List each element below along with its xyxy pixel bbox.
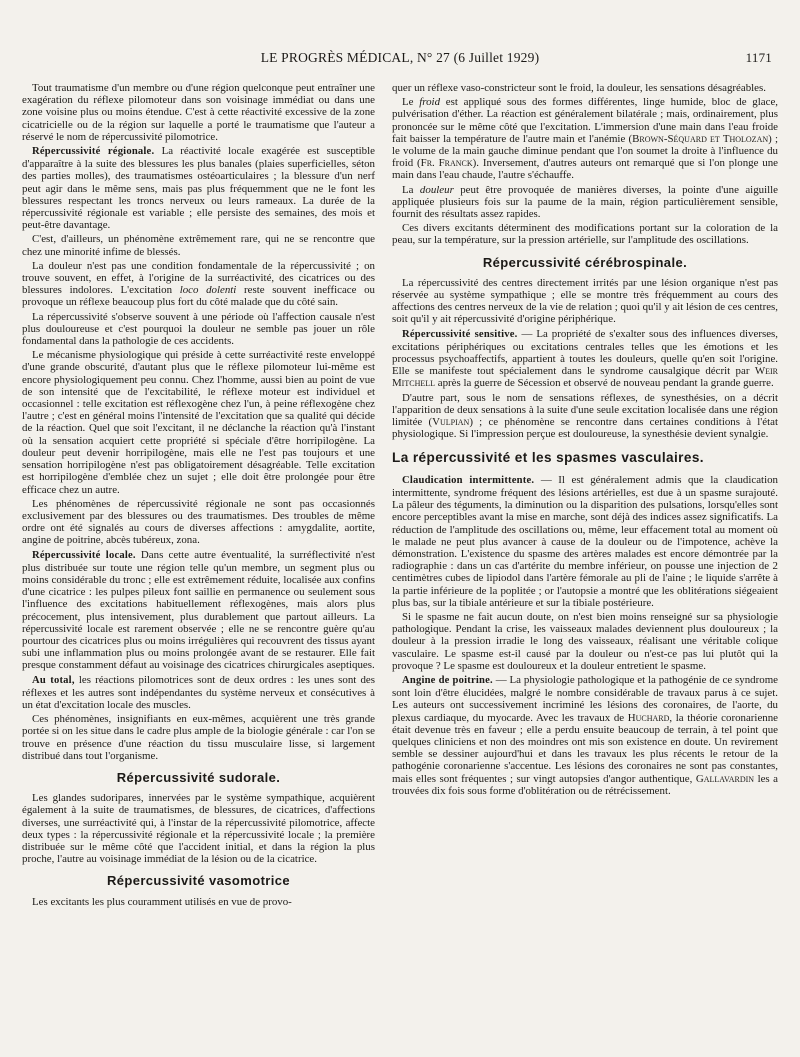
author-name: Gallavardin	[695, 772, 755, 785]
paragraph-text: La	[402, 183, 420, 196]
paragraph: Ces divers excitants déterminent des modifications portant sur la coloration de la peau, sur la température, sur la pression artérielle, sur l'amplitude des oscillations.	[392, 222, 778, 247]
paragraph	[392, 474, 778, 609]
running-header	[0, 50, 800, 68]
paragraph	[392, 96, 778, 181]
paragraph-text: Le	[402, 96, 420, 109]
author-name: Huchard	[627, 711, 670, 724]
italic-term: douleur	[419, 183, 454, 196]
run-in-heading: Répercussivité régionale.	[32, 146, 155, 158]
run-in-heading: Répercussivité locale.	[32, 549, 136, 561]
paragraph	[22, 549, 375, 672]
paragraph-text: La douleur n'est pas une condition fondamentale de la répercussivité ; on trouve souvent, en effet, à l'origine de la surréactivité, des cicatrices ou des blessures indolores. L'excitation	[22, 259, 375, 297]
paragraph-text: La réactivité locale exagérée est susceptible d'apparaître à la suite des blessures les plus banales (plaies superficielles, séton des parties molles), des traumatismes ostéoarticulaires ; la blessure d'un nerf peut agir dans le même sens, mais pas plus fréquemment que ne le font les blessures respectant les troncs nerveux ou leurs rameaux. La durée de la répercussivité régionale est variable ; elle persiste des semaines, des mois et peut-être davantage.	[22, 145, 375, 232]
paragraph-text: les réactions pilomotrices sont de deux ordres : les unes sont des réflexes et les autres sont indépendantes du système nerveux et consécutives à un état d'excitation locale des muscles.	[22, 673, 375, 711]
paragraph-text: ). Inversement, d'autres auteurs ont remarqué que si l'on plonge une main dans l'eau chaude, l'autre s'échauffe.	[392, 157, 778, 182]
right-column	[392, 82, 778, 1047]
paragraph	[392, 392, 778, 441]
paragraph: Les excitants les plus couramment utilisés en vue de provo-	[32, 895, 292, 908]
paragraph	[22, 260, 375, 309]
author-name: Vulpian	[432, 416, 470, 429]
paragraph-text: après la guerre de Sécession et observé de nouveau pendant la grande guerre.	[435, 377, 774, 390]
author-name: Brown-Séquard et Tholozan	[632, 132, 769, 145]
paragraph: Tout traumatisme d'un membre ou d'une région quelconque peut entraîner une exagération du réflexe pilomoteur dans son voisinage immédiat ou dans une zone voisine plus ou moins étendue. C'est à cette réactivité excessive de la zone cicatricielle ou de la région sur laquelle a porté le traumatisme que l'auteur a réservé le nom de répercussivité pilomotrice.	[22, 82, 375, 143]
paragraph: Le mécanisme physiologique qui préside à cette surréactivité reste enveloppé d'une grande obscurité, d'autant plus que le réflexe pilomoteur lui-même est encore physiologiquement peu connu. Chez l'homme, aussi bien au point de vue de son intensité que de l'excitabilité, le réflexe moteur est individuel et occasionnel : telle excitation est réflexogène chez l'un, à peine réflexogène chez l'autre ; c'est en général moins l'intensité de l'excitation que sa qualité qui décide de la réaction. Quel que soit l'excitant, il ne déclanche la réaction qu'à l'instant où la sensation acquiert cette propriété si spéciale d'être horripilogène. La douleur peut devenir horripilogène, mais elle ne l'est pas toujours et une sensation horripilogène n'est pas obligatoirement désagréable. Telle excitation est horripilogène d'emblée chez un sujet ; elle doit être prolongée pour être efficace chez un autre.	[22, 349, 375, 496]
section-heading-cerebrospinale: Répercussivité cérébrospinale.	[482, 254, 688, 270]
paragraph: Si le spasme ne fait aucun doute, on n'est bien moins renseigné sur sa physiologie pathologique. Pendant la crise, les vaisseaux malades deviennent plus douloureux ; la douleur à la pression irradie le long des vaisseaux, réalisant une véritable colique vasculaire. Le spasme est-il causé par la douleur ou n'est-ce pas lui plutôt qui la provoque ? Le spasme est douloureux et la douleur entretient le spasme.	[392, 610, 778, 672]
paragraph: La répercussivité des centres directement irrités par une lésion organique n'est pas réservée au système sympathique ; elle se montre très fréquemment au cours des affections des centres nerveux de la vie de relation ; quoi qu'il y ait lésion de ces centres, soit qu'il y ait répercussivité d'origine périphérique.	[392, 276, 778, 326]
paragraph: quer un réflexe vaso-constricteur sont le froid, la douleur, les sensations désagréables.	[392, 82, 766, 94]
paragraph-text: , la théorie coronarienne était devenue très en faveur ; elle a perdu ensuite beaucoup de terrain, à tel point que quelques cliniciens et non des moindres ont mis son existence en doute. Un revirement semble se dessiner aujourd'hui et dans les travaux les plus récents le retour de la pathogénie coronarienne s'accentue. Les lésions des coronaires ne sont pas constantes, mais elles sont fréquentes ; sur vingt autopsies d'angor authentique,	[392, 711, 778, 785]
run-in-heading: Répercussivité sensitive.	[402, 328, 518, 340]
italic-term: loco dolenti	[179, 284, 237, 297]
paragraph: Les phénomènes de répercussivité régionale ne sont pas occasionnés exclusivement par des blessures ou des traumatismes. Des troubles de même ordre ont été signalés au cours de diverses affections : amygdalite, aortite, angine de poitrine, abcès tubéreux, zona.	[22, 497, 375, 547]
paragraph-text: ) ; le volume de la main gauche diminue pendant que l'on soumet la droite à l'influence du froid (	[392, 132, 778, 170]
paragraph-text: — La propriété de s'exalter sous des influences diverses, excitations périphériques ou excitations centrales telles que les émotions et les processus psychoaffectifs, appartient à toutes les douleurs, quelle qu'en soit l'origine. Elle se manifeste tout spécialement dans le syndrome causalgique décrit par	[392, 327, 778, 378]
paragraph-text: reste souvent inefficace ou provoque un réflexe beaucoup plus fort du côté malade que du côté sain.	[22, 284, 375, 309]
paragraph-text: — Il est généralement admis que la claudication intermittente, syndrome fréquent des lésions artérielles, est due à un spasme surajouté. La pâleur des téguments, la diminution ou la disparition des pulsations, lorsqu'elles sont encore perceptibles avant la mise en marche, sont déjà des indices assez significatifs. La réduction de l'amplitude des oscillations ou, même, leur effacement total au moment où le malade ne peut plus avancer à cause de la douleur ou de l'impotence, achève la démonstration. L'existence du spasme des artères malades est encore démontrée par la radiographie : dans un cas d'artérite du membre inférieur, on pousse une injection de 2 centimètres cubes de lipiodol dans l'artère fémorale au pli de l'aine ; le liquide s'arrête à la partie inférieure de la poplitée ; or l'autopsie a montré que les oblitérations siégeaient plus bas, sur la tibiale antérieure et sur la tibiale postérieure.	[392, 473, 778, 609]
italic-term: froid	[419, 96, 441, 109]
run-in-heading: Claudication intermittente.	[402, 474, 535, 486]
journal-header-title: LE PROGRÈS MÉDICAL, N° 27 (6 Juillet 1929)	[260, 50, 540, 65]
paragraph-text: peut être provoquée de manières diverses, la pointe d'une aiguille appliquée plusieurs fois sur la paume de la main, région particulièrement sensible, fournit des résultats assez rapides.	[392, 183, 778, 221]
paragraph-text: Dans cette autre éventualité, la surréflectivité n'est plus distribuée sur toute une région telle qu'un membre, un segment plus ou moins considérable du tronc ; elle est extrêmement réduite, localisée aux confins d'une cicatrice : les pulpes pileux font saillie en permanence ou seulement sous l'influence des excitations habituellement réflexogènes, mais alors plus précocement, plus intensivement, plus durablement que partout ailleurs. La répercussivité locale est rarement observée ; elle ne se rencontre guère qu'au pourtour des cicatrices plus ou moins irrégulières qui recouvrent des tissus ayant subi une inflammation plus ou moins prolongée avant de se restaurer. Elle fait presque constamment défaut au voisinage des cicatrices chirurgicales aseptiques.	[22, 548, 375, 672]
paragraph-text: est appliqué sous des formes différentes, linge humide, bloc de glace, pulvérisation d'éther. La réaction est généralement bilatérale ; mais, ordinairement, plus prononcée sur le même côté que l'excitation. L'immersion d'une main dans l'eau froide fait baisser la température de l'autre main et l'anémie (	[392, 96, 778, 145]
paragraph	[22, 674, 375, 712]
paragraph: Les glandes sudoripares, innervées par le système sympathique, acquièrent également à la suite de traumatismes, de blessures, de cicatrices, d'affections diverses, une surréactivité qui, à l'instar de la répercussivité pilomotrice, affecte deux types : la répercussivité régionale et la répercussivité locale ; la première distribuée sur le même côté que l'accident initial, et dans la région la plus proche, l'autre au voisinage immédiat de la lésion ou de la cicatrice.	[22, 792, 375, 866]
paragraph	[392, 328, 778, 390]
paragraph: La répercussivité s'observe souvent à une période où l'affection causale n'est plus douloureuse et c'est pourquoi la douleur ne semble pas jouer un rôle fondamental dans la pathologie de ces accidents.	[22, 310, 375, 348]
run-in-heading: Angine de poitrine.	[402, 674, 493, 686]
paragraph	[22, 145, 375, 231]
paragraph	[392, 674, 778, 797]
paragraph-text: les a trouvées dix fois sous forme d'oblitération ou de rétrécissement.	[392, 772, 778, 797]
page-number: 1171	[745, 50, 772, 65]
section-heading-spasmes: La répercussivité et les spasmes vasculaires.	[392, 450, 704, 466]
paragraph-text: — La physiologie pathologique et la pathogénie de ce syndrome sont loin d'être élucidées, malgré le nombre considérable de travaux parus à ce sujet. Les auteurs ont successivement incriminé les lésions des coronaires, de l'aorte, du plexus cardiaque, du myocarde. Avec les travaux de	[392, 673, 778, 724]
paragraph-text: ) ; ce phénomène se rencontre dans certaines conditions à l'état physiologique. Si l'impression perçue est douloureuse, la synesthésie devient synalgie.	[392, 416, 778, 441]
left-column	[22, 82, 375, 1047]
paragraph	[392, 184, 778, 221]
paragraph: C'est, d'ailleurs, un phénomène extrêmement rare, qui ne se rencontre que chez une minorité infime de blessés.	[22, 233, 375, 258]
section-heading-sudorale: Répercussivité sudorale.	[116, 769, 281, 785]
paragraph: Ces phénomènes, insignifiants en eux-mêmes, acquièrent une très grande portée si on les situe dans le cadre plus ample de la biologie générale : car l'on se trouve en présence d'une réaction du tissu musculaire lisse, si largement distribué dans tout l'organisme.	[22, 713, 375, 762]
author-name: Weir Mitchell	[392, 365, 778, 390]
section-heading-vasomotrice: Répercussivité vasomotrice	[106, 873, 291, 889]
paragraph-text: D'autre part, sous le nom de sensations réflexes, de synesthésies, on a décrit l'apparition de deux sensations à la suite d'une seule excitation localisée dans une région limitée (	[392, 391, 778, 429]
author-name: Fr. Franck	[420, 157, 473, 170]
run-in-heading: Au total,	[32, 674, 75, 686]
